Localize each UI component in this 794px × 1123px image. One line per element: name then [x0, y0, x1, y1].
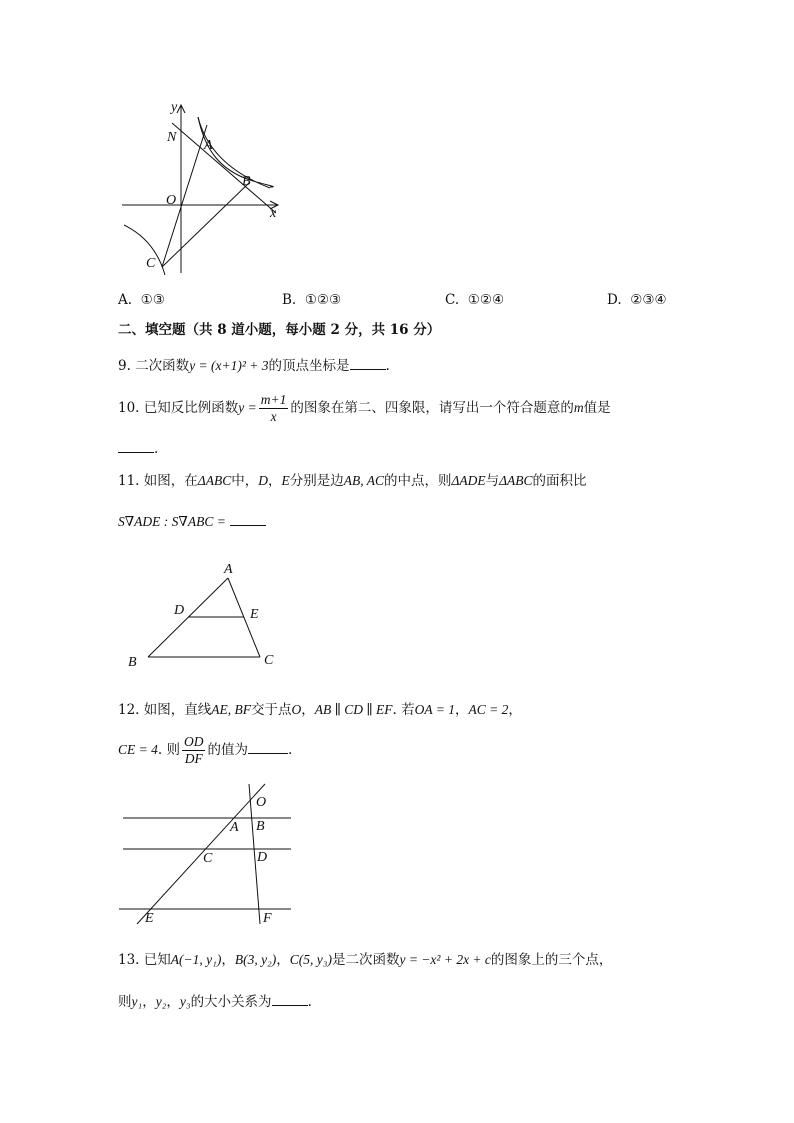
option-b: B. ①②③ — [282, 292, 342, 308]
question-12: 12. 如图，直线AE, BF交于点O，AB ∥ CD ∥ EF. 若OA = 1，AC = 2， — [118, 702, 522, 718]
label-O: O — [166, 193, 177, 208]
option-a: A. ①③ — [118, 292, 165, 308]
label-A: A — [204, 138, 213, 153]
question-12-line2: CE = 4. 则 $\frac{OD}{DF}$ 的值为 . — [118, 734, 293, 766]
question-13: 13. 已知A(−1, y₁)，B(3, y₂)，C(5, y₃)是二次函数y = −x² + 2x + c的图象上的三个点， — [118, 952, 613, 968]
label-C: C — [146, 256, 156, 271]
label-F: F — [263, 911, 272, 926]
figure-triangle-ade — [120, 558, 290, 673]
line-NB — [172, 123, 276, 213]
question-11: 11. 如图，在ΔABC中，D，E分别是边AB, AC的中点，则ΔADE与ΔABC的面积比 — [118, 473, 587, 489]
figure-hyperbola-triangle — [110, 95, 290, 280]
label-O: O — [256, 795, 267, 810]
question-9: 9. 二次函数y = (x+1)² + 3的顶点坐标是 . — [118, 358, 390, 374]
label-D: D — [174, 603, 185, 618]
line-AE — [137, 784, 268, 924]
answer-blank — [230, 513, 266, 526]
label-A: A — [224, 562, 233, 577]
hyperbola-branch-q3 — [124, 225, 165, 275]
question-13-line2: 则y₁，y₂，y₃的大小关系为 . — [118, 994, 312, 1010]
question-11-ratio: S∇ADE : S∇ABC = — [118, 513, 266, 531]
label-N: N — [167, 130, 177, 145]
answer-blank — [118, 440, 154, 453]
section-heading: 二、填空题（共 8 道小题，每小题 2 分，共 16 分） — [118, 322, 441, 338]
label-D: D — [257, 850, 268, 865]
label-C: C — [264, 653, 274, 668]
label-B: B — [256, 819, 265, 834]
question-10: 10. 已知反比例函数y = $\frac{m+1}{x}$ 的图象在第二、四象限，请写出一个符合题意的m值是 — [118, 392, 611, 424]
question-10-blank-line: . — [118, 440, 158, 458]
label-C: C — [203, 851, 213, 866]
figure-parallel-lines — [115, 780, 300, 930]
answer-blank — [350, 357, 386, 370]
answer-blank — [272, 993, 308, 1006]
label-x: x — [270, 206, 277, 221]
label-A: A — [230, 820, 239, 835]
option-d: D. ②③④ — [607, 292, 667, 308]
label-E: E — [250, 607, 259, 622]
option-c: C. ①②④ — [445, 292, 505, 308]
line-OB — [181, 182, 250, 205]
label-B: B — [128, 655, 137, 670]
label-B: B — [242, 174, 251, 189]
label-E: E — [145, 911, 154, 926]
q9-expression: y = (x+1)² + 3 — [189, 358, 269, 373]
q12-fraction: $\frac{OD}{DF}$ — [183, 734, 204, 766]
answer-blank — [248, 741, 288, 754]
label-y: y — [171, 100, 178, 115]
q10-fraction: $\frac{m+1}{x}$ — [260, 392, 287, 424]
